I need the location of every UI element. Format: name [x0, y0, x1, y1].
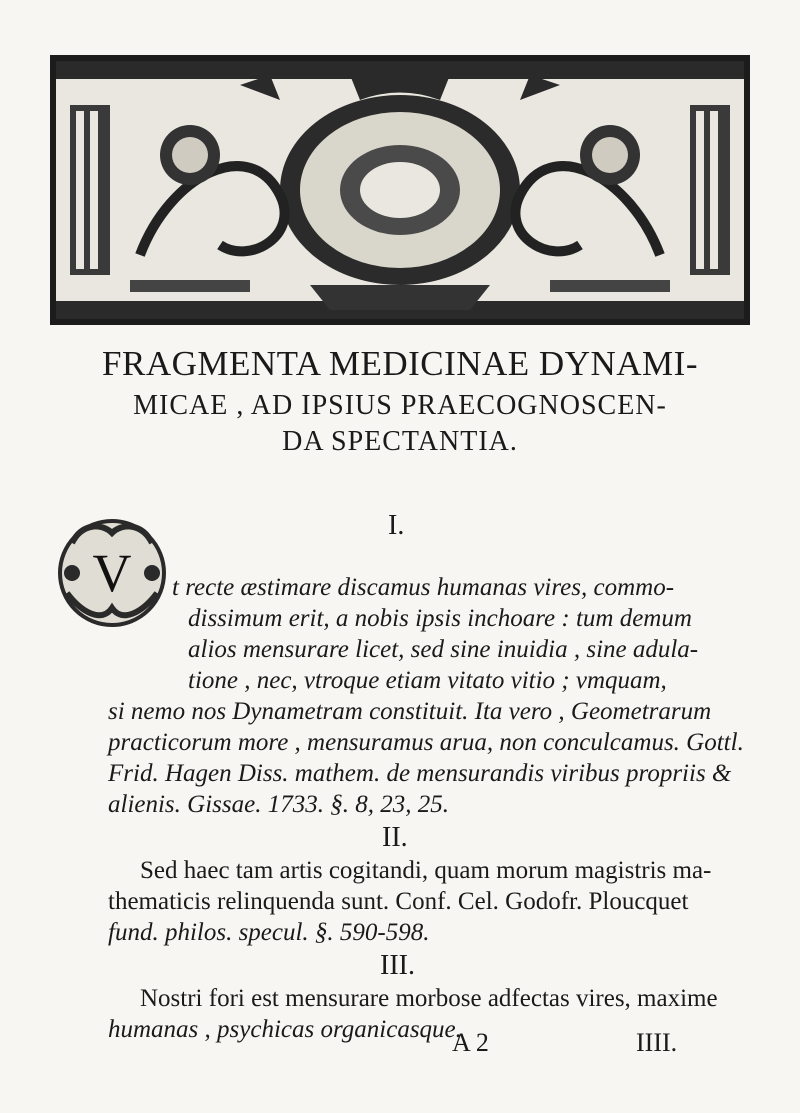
section-1-line-3: alios mensurare licet, sed sine inuidia , sine adula-	[188, 636, 699, 663]
section-1-line-4: tione , nec, vtroque etiam vitato vitio ; vmquam,	[188, 667, 667, 694]
headpiece-engraving	[50, 55, 750, 325]
section-number-1: I.	[388, 510, 405, 541]
section-number-2: II.	[382, 822, 408, 853]
section-3-line-2: humanas , psychicas organicasque.	[108, 1016, 462, 1043]
section-2-line-1: Sed haec tam artis cogitandi, quam morum magistris ma-	[140, 857, 712, 884]
section-1-line-8: alienis. Gissae. 1733. §. 8, 23, 25.	[108, 791, 449, 818]
section-2-line-2: thematicis relinquenda sunt. Conf. Cel. Godofr. Ploucquet	[108, 888, 689, 915]
title-line-3: DA SPECTANTIA.	[282, 426, 518, 457]
section-2-line-3: fund. philos. specul. §. 590-598.	[108, 919, 430, 946]
decorated-initial	[52, 513, 172, 633]
initial-letter: V	[92, 543, 132, 603]
section-1-line-2: dissimum erit, a nobis ipsis inchoare : tum demum	[188, 605, 692, 632]
signature-mark: A 2	[452, 1028, 489, 1057]
section-3-line-1: Nostri fori est mensurare morbose adfectas vires, maxime	[140, 985, 718, 1012]
title-line-1: FRAGMENTA MEDICINAE DYNAMI-	[102, 344, 698, 383]
section-1-line-7: Frid. Hagen Diss. mathem. de mensurandis viribus propriis &	[108, 760, 732, 787]
section-1-line-1: t recte æstimare discamus humanas vires, commo-	[172, 574, 675, 601]
section-1-line-5: si nemo nos Dynametram constituit. Ita vero , Geometrarum	[108, 698, 712, 725]
title-line-2: MICAE , AD IPSIUS PRAECOGNOSCEN-	[133, 390, 667, 421]
section-1-line-6: practicorum more , mensuramus arua, non conculcamus. Gottl.	[108, 729, 744, 756]
section-number-3: III.	[380, 950, 415, 981]
catchword: IIII.	[636, 1028, 678, 1057]
